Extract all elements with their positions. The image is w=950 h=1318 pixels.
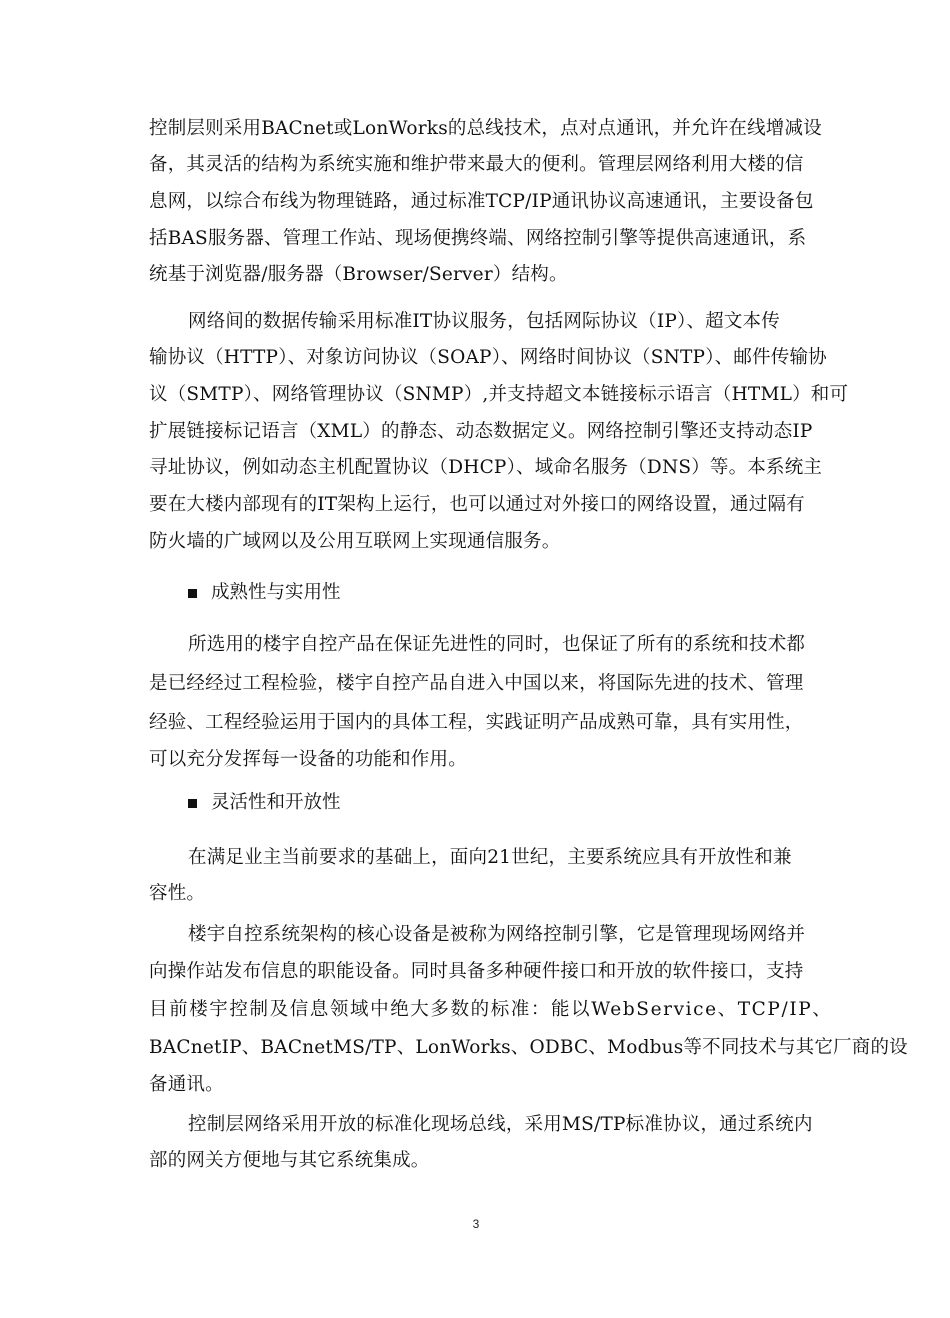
text-line: 统基于浏览器/服务器（Browser/Server）结构。 bbox=[149, 264, 568, 285]
text-line: 息网，以综合布线为物理链路，通过标准TCP/IP通讯协议高速通讯，主要设备包 bbox=[149, 191, 814, 212]
text-line: 议（SMTP）、网络管理协议（SNMP）,并支持超文本链接标示语言（HTML）和可 bbox=[149, 384, 849, 405]
bullet-square-icon bbox=[188, 589, 197, 598]
text-line: 扩展链接标记语言（XML）的静态、动态数据定义。网络控制引擎还支持动态IP bbox=[149, 421, 813, 442]
section-heading-flexibility bbox=[188, 791, 341, 815]
text-line: 在满足业主当前要求的基础上，面向21世纪，主要系统应具有开放性和兼 bbox=[188, 847, 792, 868]
text-line: 网络间的数据传输采用标准IT协议服务，包括网际协议（IP）、超文本传 bbox=[188, 311, 780, 332]
text-line: 备，其灵活的结构为系统实施和维护带来最大的便利。管理层网络利用大楼的信 bbox=[149, 154, 804, 175]
text-line: 括BAS服务器、管理工作站、现场便携终端、网络控制引擎等提供高速通讯，系 bbox=[149, 228, 807, 249]
text-line: 控制层则采用BACnet或LonWorks的总线技术，点对点通讯，并允许在线增减设 bbox=[149, 118, 822, 139]
text-line: 控制层网络采用开放的标准化现场总线，采用MS/TP标准协议，通过系统内 bbox=[188, 1114, 813, 1135]
page-number: 3 bbox=[472, 1217, 480, 1231]
text-line: 向操作站发布信息的职能设备。同时具备多种硬件接口和开放的软件接口，支持 bbox=[149, 961, 804, 982]
text-line: 部的网关方便地与其它系统集成。 bbox=[149, 1150, 430, 1171]
text-line: 防火墙的广域网以及公用互联网上实现通信服务。 bbox=[149, 531, 561, 552]
text-line: 是已经经过工程检验，楼宇自控产品自进入中国以来，将国际先进的技术、管理 bbox=[149, 673, 804, 694]
text-line: 寻址协议，例如动态主机配置协议（DHCP）、域命名服务（DNS）等。本系统主 bbox=[149, 457, 823, 478]
text-line: 所选用的楼宇自控产品在保证先进性的同时，也保证了所有的系统和技术都 bbox=[188, 634, 806, 655]
text-line: 楼宇自控系统架构的核心设备是被称为网络控制引擎，它是管理现场网络并 bbox=[188, 924, 806, 945]
section-heading-maturity bbox=[188, 581, 341, 605]
text-line: 容性。 bbox=[149, 883, 206, 904]
text-line: 要在大楼内部现有的IT架构上运行，也可以通过对外接口的网络设置，通过隔有 bbox=[149, 494, 805, 515]
text-line: 目前楼宇控制及信息领域中绝大多数的标准：能以WebService、TCP/IP、 bbox=[149, 999, 833, 1020]
text-line: 可以充分发挥每一设备的功能和作用。 bbox=[149, 749, 467, 770]
bullet-square-icon bbox=[188, 799, 197, 808]
text-line: 备通讯。 bbox=[149, 1074, 224, 1095]
section-heading-text: 灵活性和开放性 bbox=[211, 792, 341, 813]
text-line: BACnetIP、BACnetMS/TP、LonWorks、ODBC、Modbus等不同技术与其它厂商的设 bbox=[149, 1037, 908, 1058]
section-heading-text: 成熟性与实用性 bbox=[211, 582, 341, 603]
text-line: 经验、工程经验运用于国内的具体工程，实践证明产品成熟可靠，具有实用性， bbox=[149, 712, 804, 733]
text-line: 输协议（HTTP）、对象访问协议（SOAP）、网络时间协议（SNTP）、邮件传输协 bbox=[149, 347, 827, 368]
